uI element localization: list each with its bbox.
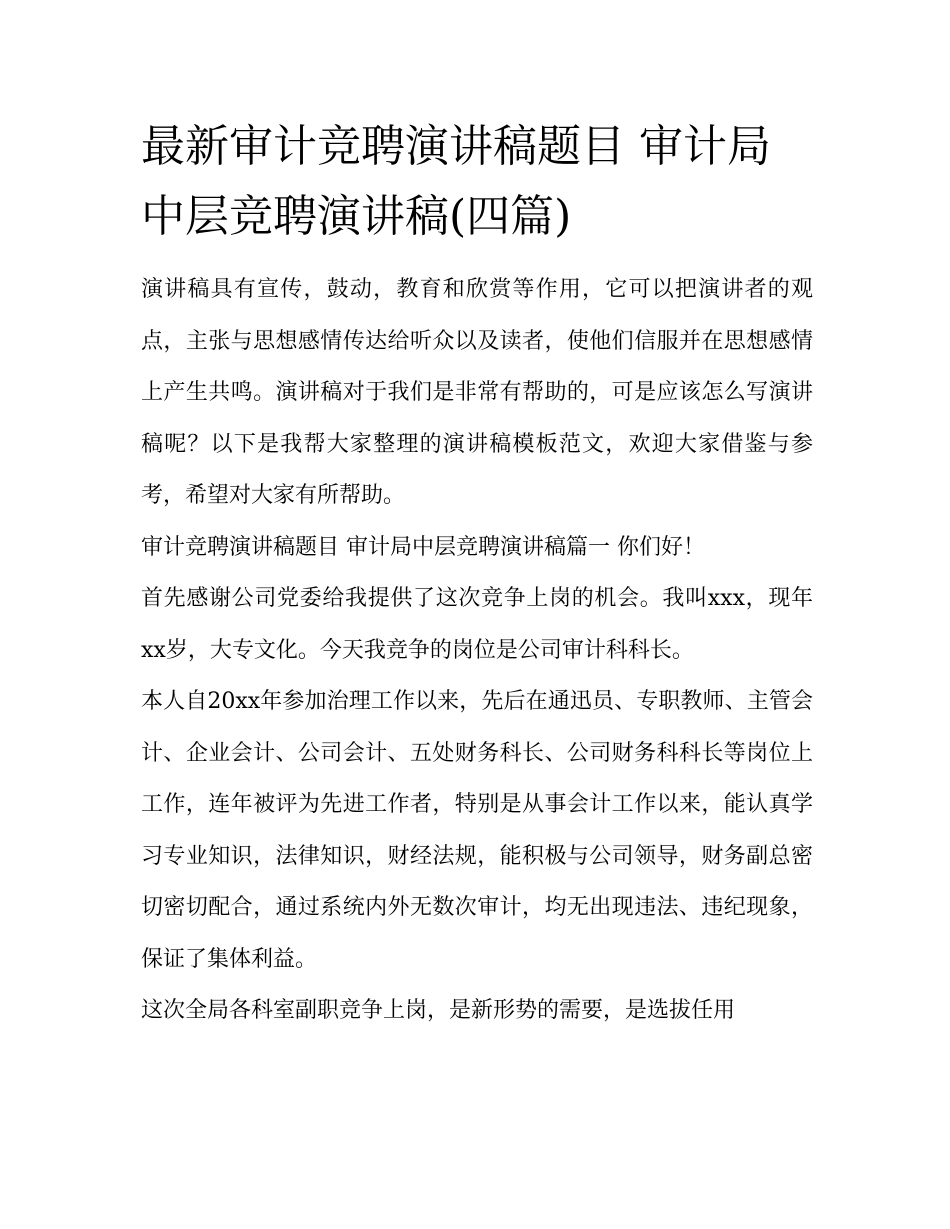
paragraph-work-experience: 本人自20xx年参加治理工作以来，先后在通迅员、专职教师、主管会计、企业会计、公司会计、五处财务科长、公司财务科科长等岗位上工作，连年被评为先进工作者，特别是从事会计工作以来，能认真学习专业知识，法律知识，财经法规，能积极与公司领导，财务副总密切密切配合，通过系统内外无数次审计，均无出现违法、违纪现象，保证了集体利益。 bbox=[141, 689, 813, 972]
paragraph-self-introduction: 首先感谢公司党委给我提供了这次竞争上岗的机会。我叫xxx，现年xx岁，大专文化。今天我竞争的岗位是公司审计科科长。 bbox=[141, 586, 813, 663]
document-body bbox=[141, 112, 813, 1037]
paragraph-section-heading: 审计竞聘演讲稿题目 审计局中层竞聘演讲稿篇一 你们好！ bbox=[141, 534, 705, 560]
document-title: 最新审计竞聘演讲稿题目 审计局中层竞聘演讲稿(四篇) bbox=[141, 121, 771, 242]
paragraph-competition: 这次全局各科室副职竞争上岗，是新形势的需要，是选拔任用 bbox=[141, 998, 736, 1023]
paragraph-intro: 演讲稿具有宣传，鼓动，教育和欣赏等作用，它可以把演讲者的观点，主张与思想感情传达给听众以及读者，使他们信服并在思想感情上产生共鸣。演讲稿对于我们是非常有帮助的，可是应该怎么写演讲稿呢？以下是我帮大家整理的演讲稿模板范文，欢迎大家借鉴与参考，希望对大家有所帮助。 bbox=[141, 277, 813, 508]
